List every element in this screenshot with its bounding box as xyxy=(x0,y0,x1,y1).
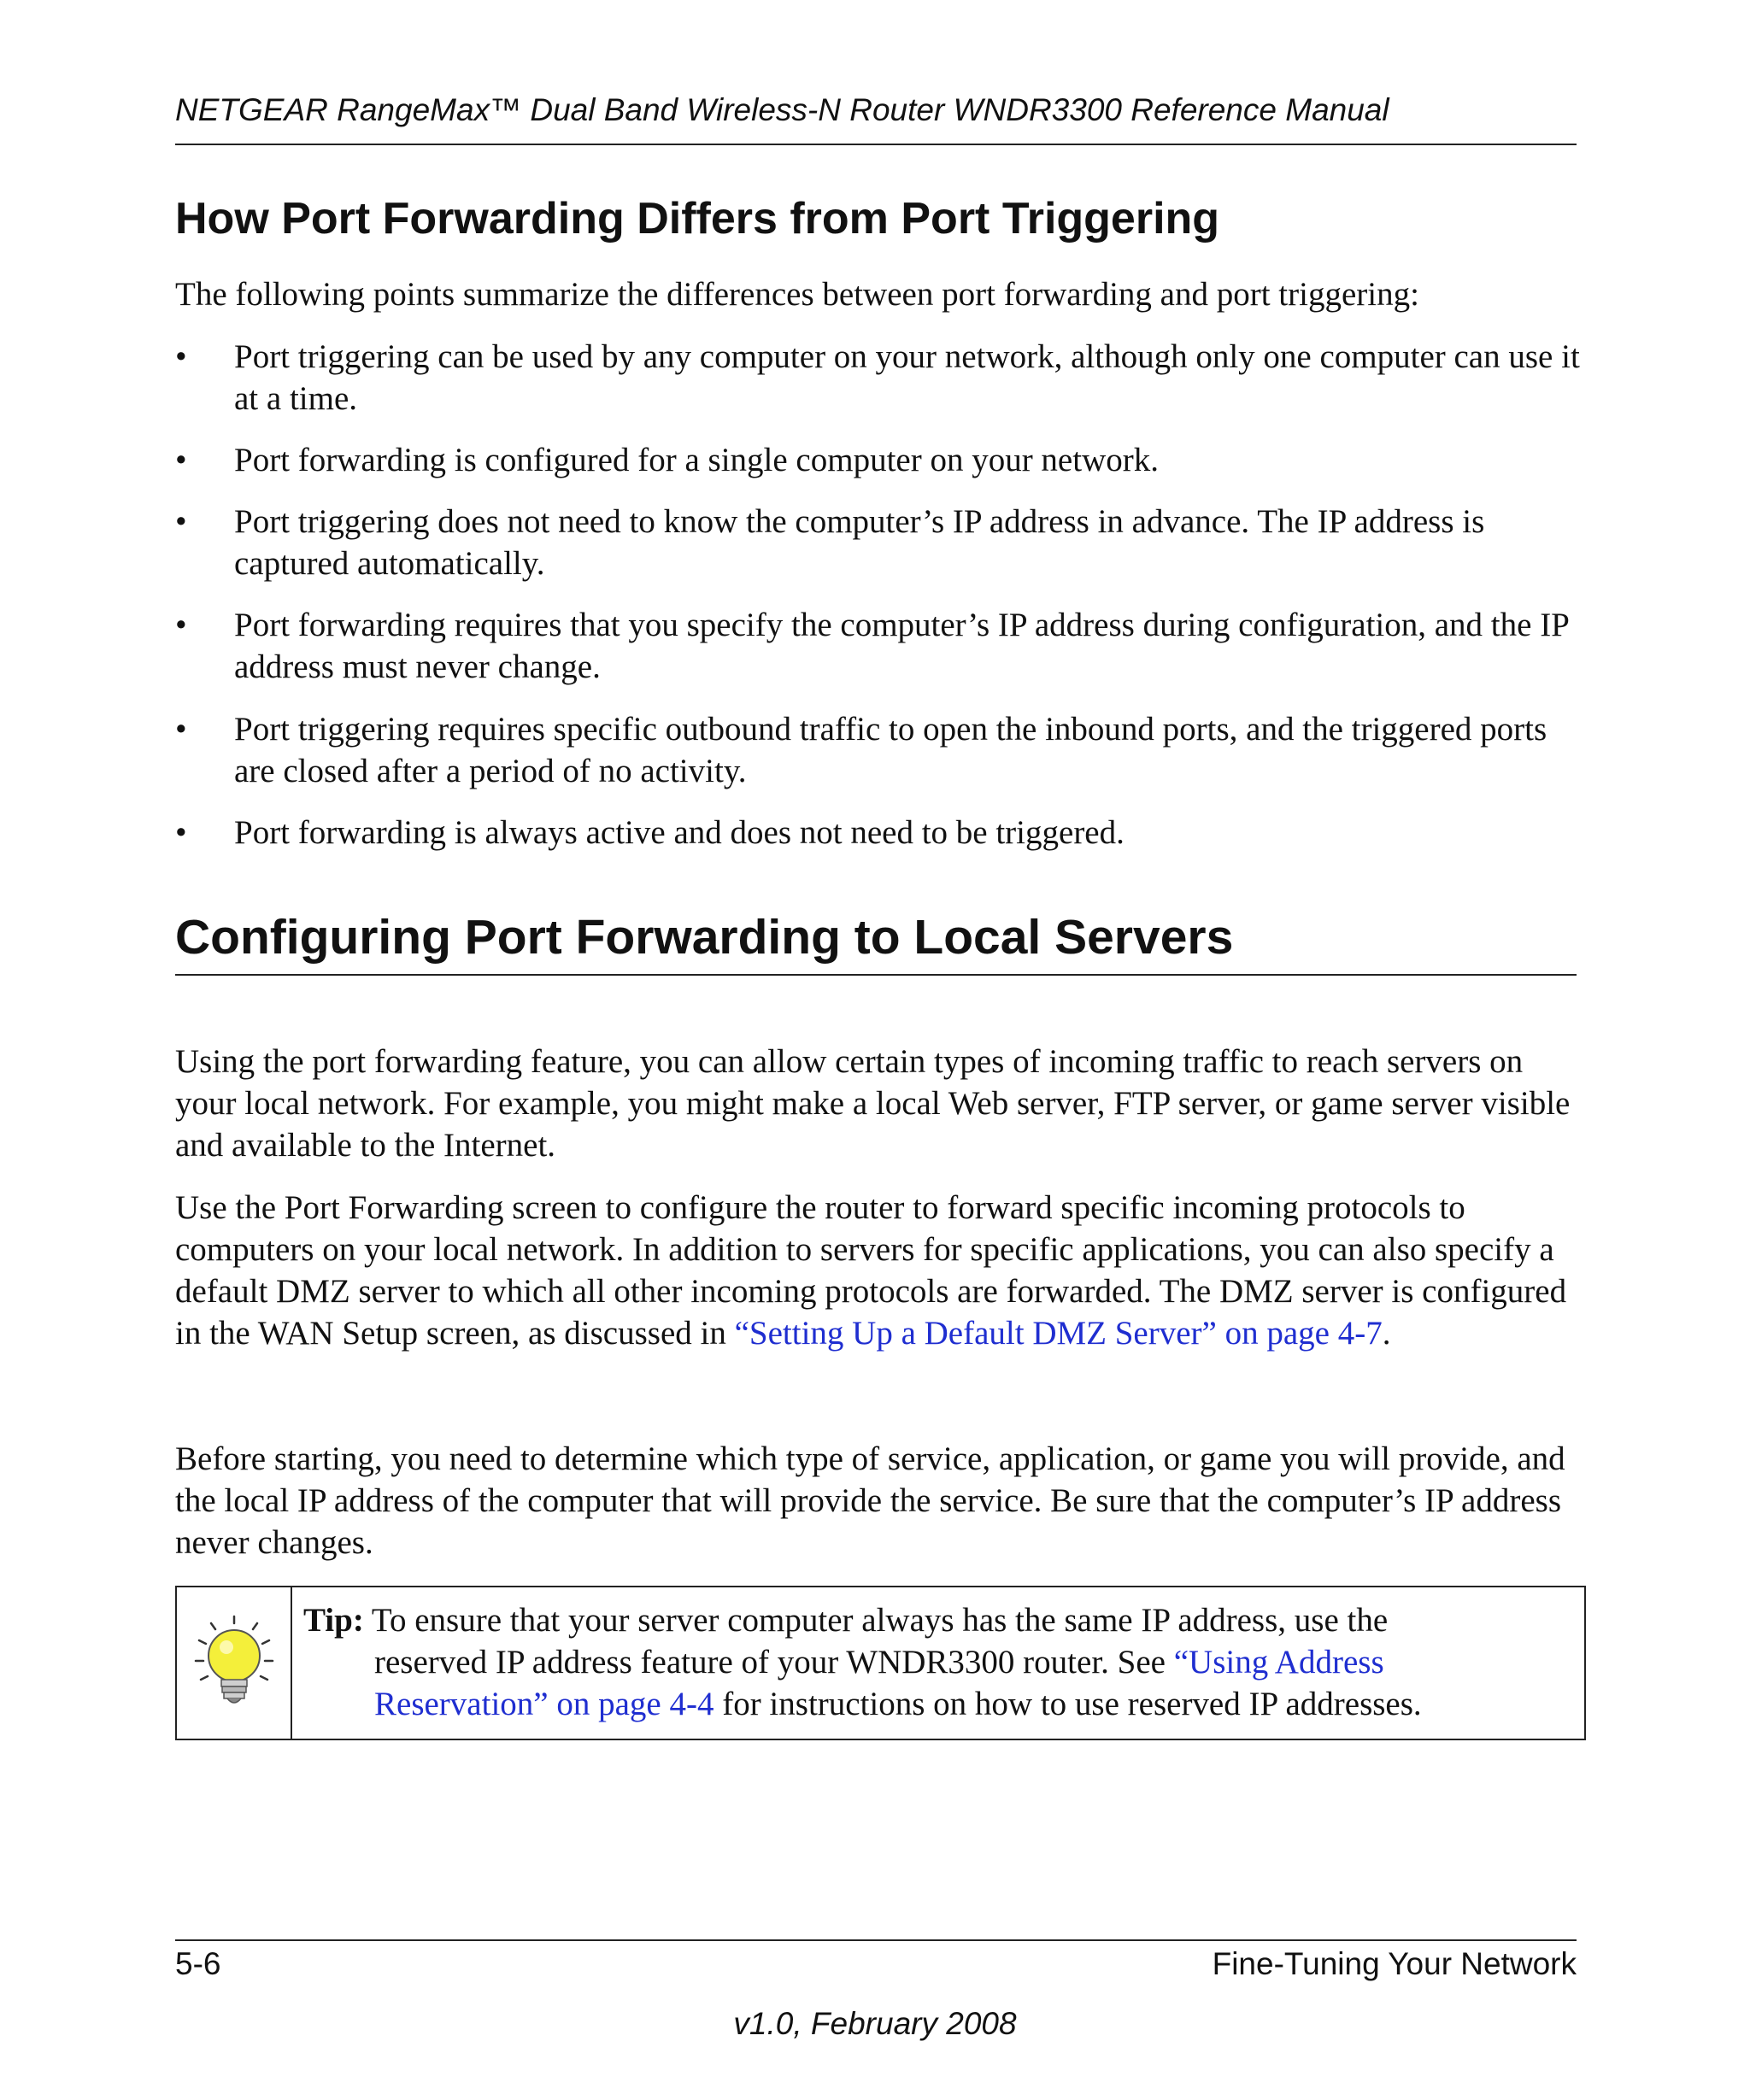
paragraph-port-forwarding-screen xyxy=(175,1187,1577,1354)
tip-label: Tip: xyxy=(303,1602,364,1639)
bullet-icon: • xyxy=(175,338,187,375)
chapter-title: Fine-Tuning Your Network xyxy=(1212,1946,1577,1981)
list-item-text: Port triggering requires specific outbound traffic to open the inbound ports, and the triggered ports are closed after a period of no activity. xyxy=(234,711,1547,789)
footer-rule xyxy=(175,1939,1577,1941)
list-item-text: Port triggering can be used by any computer on your network, although only one computer can use it at a time. xyxy=(234,338,1580,417)
bullet-icon: • xyxy=(175,503,187,540)
bullet-icon: • xyxy=(175,442,187,478)
paragraph-text: Use the Port Forwarding screen to configure the router to forward specific incoming protocols to computers on your local network. In addition to servers for specific applications, you can also specify a default DMZ server to which all other incoming protocols are forwarded. The DMZ server is configured in the WAN Setup screen, as discussed in xyxy=(175,1189,1567,1352)
bullet-icon: • xyxy=(175,607,187,643)
tip-text xyxy=(303,1599,1559,1725)
tip-line-1: To ensure that your server computer always has the same IP address, use the xyxy=(363,1602,1389,1639)
tip-text-segment: reserved IP address feature of your WNDR3300 router. See xyxy=(374,1644,1174,1681)
bullet-icon: • xyxy=(175,711,187,748)
header-rule xyxy=(175,144,1577,145)
tip-line-2 xyxy=(303,1641,1559,1683)
tip-line-3 xyxy=(303,1683,1559,1725)
page-number: 5-6 xyxy=(175,1946,221,1981)
running-header: NETGEAR RangeMax™ Dual Band Wireless-N Router WNDR3300 Reference Manual xyxy=(175,92,1389,127)
list-item-text: Port forwarding requires that you specify the computer’s IP address during configuration, and the IP address must never change. xyxy=(234,607,1569,685)
tip-text-segment: for instructions on how to use reserved IP addresses. xyxy=(714,1686,1422,1722)
tip-box xyxy=(175,1586,1586,1740)
link-address-reservation[interactable]: “Using Address xyxy=(1173,1644,1384,1681)
link-address-reservation-continued[interactable]: Reservation” on page 4-4 xyxy=(374,1686,714,1722)
intro-paragraph: The following points summarize the differences between port forwarding and port triggering: xyxy=(175,276,1419,313)
version-label: v1.0, February 2008 xyxy=(733,2006,1017,2041)
section-heading-port-forwarding-vs-triggering: How Port Forwarding Differs from Port Triggering xyxy=(175,194,1220,243)
paragraph-before-starting: Before starting, you need to determine which type of service, application, or game you will provide, and the local IP address of the computer that will provide the service. Be sure that the computer’s IP address never changes. xyxy=(175,1440,1565,1561)
list-item-text: Port triggering does not need to know the computer’s IP address in advance. The IP address is captured automatically. xyxy=(234,503,1485,582)
list-item-text: Port forwarding is always active and does not need to be triggered. xyxy=(234,814,1125,851)
link-dmz-server[interactable]: “Setting Up a Default DMZ Server” on page 4-7 xyxy=(734,1315,1383,1352)
paragraph-text-end: . xyxy=(1382,1315,1391,1352)
bullet-icon: • xyxy=(175,814,187,851)
section-rule xyxy=(175,974,1577,976)
tip-divider xyxy=(291,1587,292,1739)
list-item-text: Port forwarding is configured for a single computer on your network. xyxy=(234,442,1159,478)
lightbulb-icon xyxy=(187,1611,281,1714)
section-heading-configuring-port-forwarding: Configuring Port Forwarding to Local Servers xyxy=(175,910,1234,965)
paragraph-port-forwarding-feature: Using the port forwarding feature, you can allow certain types of incoming traffic to reach servers on your local network. For example, you might make a local Web server, FTP server, or game server visible and available to the Internet. xyxy=(175,1043,1571,1164)
